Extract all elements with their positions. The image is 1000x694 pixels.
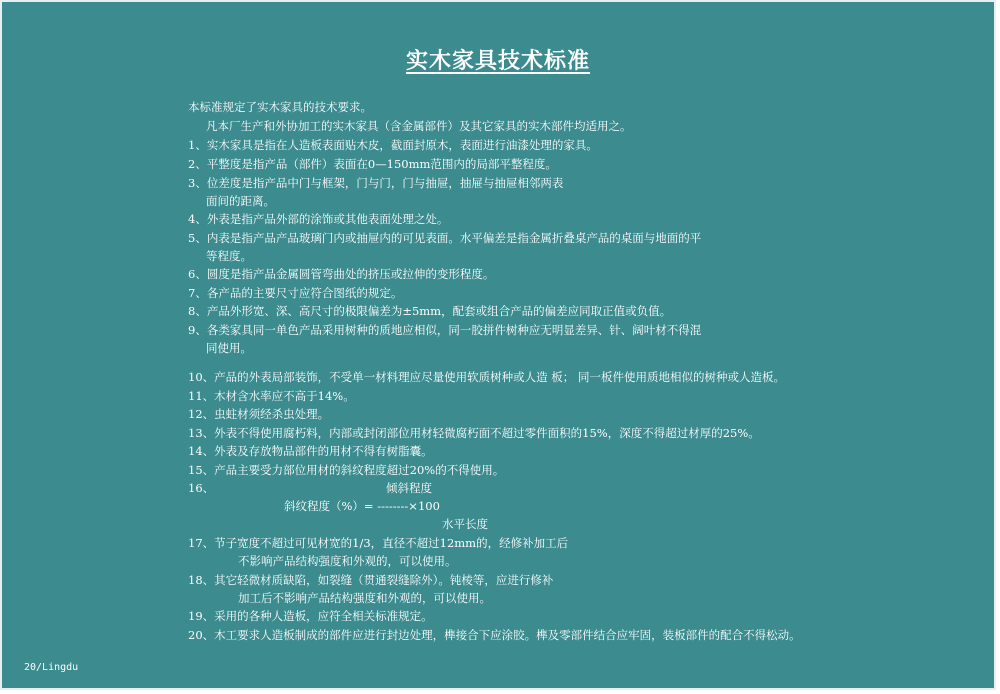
formula-denominator: 水平长度 [442, 517, 488, 531]
page-title: 实木家具技术标准 [405, 48, 590, 74]
item-6: 6、圆度是指产品金属圆管弯曲处的挤压或拉伸的变形程度。 [188, 267, 495, 281]
page-footer: 20/Lingdu [24, 662, 79, 673]
item-15: 15、产品主要受力部位用材的斜纹程度超过20%的不得使用。 [188, 463, 505, 477]
item-10: 10、产品的外表局部装饰，不受单一材料理应尽量使用软质树种或人造 板； 同一板件使用质地相似的树种或人造板。 [188, 370, 785, 384]
item-20: 20、木工要求人造板制成的部件应进行封边处理，榫接合下应涂胶。榫及零部件结合应牢固，装板部件的配合不得松动。 [188, 628, 801, 642]
item-18-continued: 加工后不影响产品结构强度和外观的，可以使用。 [238, 591, 491, 605]
item-8: 8、产品外形宽、深、高尺寸的极限偏差为±5mm，配套或组合产品的偏差应同取正值或负值。 [188, 304, 672, 318]
item-5: 5、内表是指产品产品玻璃门内或抽屉内的可见表面。水平偏差是指金属折叠桌产品的桌面与地面的平 [188, 231, 702, 245]
item-11: 11、木材含水率应不高于14%。 [188, 389, 355, 403]
item-5-continued: 等程度。 [206, 249, 252, 263]
item-16-number: 16、 [188, 481, 215, 495]
intro-line-1: 本标准规定了实木家具的技术要求。 [188, 100, 372, 114]
item-17-continued: 不影响产品结构强度和外观的，可以使用。 [238, 554, 457, 568]
item-9: 9、各类家具同一单色产品采用树种的质地应相似，同一胶拼件树种应无明显差异、针、阔叶材不得混 [188, 323, 702, 337]
intro-line-2: 凡本厂生产和外协加工的实木家具（含金属部件）及其它家具的实木部件均适用之。 [206, 119, 632, 133]
item-13: 13、外表不得使用腐朽料，内部或封闭部位用材轻微腐朽面不超过零件面积的15%，深度不得超过材厚的25%。 [188, 426, 760, 440]
item-19: 19、采用的各种人造板，应符全相关标准规定。 [188, 609, 433, 623]
item-17: 17、节子宽度不超过可见材宽的1/3，直径不超过12mm的，经修补加工后 [188, 536, 569, 550]
item-12: 12、虫蛀材须经杀虫处理。 [188, 407, 330, 421]
item-18: 18、其它轻微材质缺陷，如裂缝（贯通裂缝除外）。钝棱等，应进行修补 [188, 573, 554, 587]
item-7: 7、各产品的主要尺寸应符合图纸的规定。 [188, 286, 403, 300]
item-4: 4、外表是指产品外部的涂饰或其他表面处理之处。 [188, 212, 449, 226]
item-2: 2、平整度是指产品（部件）表面在0—150mm范围内的局部平整程度。 [188, 157, 557, 171]
item-14: 14、外表及存放物品部件的用材不得有树脂囊。 [188, 444, 433, 458]
formula-expression: 斜纹程度（%）= --------×100 [284, 499, 440, 513]
formula-numerator: 倾斜程度 [386, 481, 432, 495]
item-3-continued: 面间的距离。 [206, 194, 275, 208]
item-3: 3、位差度是指产品中门与框架，门与门，门与抽屉，抽屉与抽屉相邻两表 [188, 176, 564, 190]
item-9-continued: 同使用。 [206, 341, 252, 355]
item-1: 1、实木家具是指在人造板表面贴木皮，截面封原木，表面进行油漆处理的家具。 [188, 138, 598, 152]
